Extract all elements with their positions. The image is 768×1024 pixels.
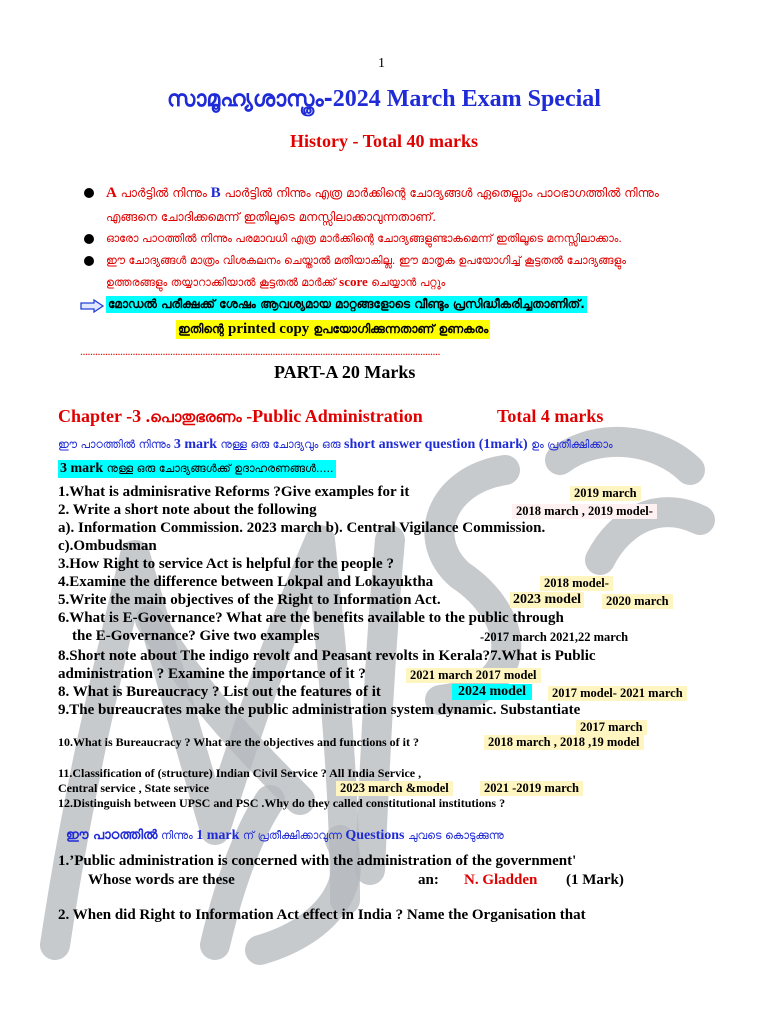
question-9: 9.The bureaucrates make the public administration system dynamic. Substantiate [58,702,581,718]
question-3: 3.How Right to service Act is helpful for the people ? [58,556,394,572]
question-11: 11.Classification of (structure) Indian Civil Service ? All India Service , [58,766,422,780]
answer-prefix: an: [418,872,439,888]
chapter-total [497,406,603,427]
year-tag: 2018 march , 2018 ,19 model [484,735,644,750]
bullet-dot [84,188,94,198]
question-6: 6.What is E-Governance? What are the benefits available to the public through [58,610,564,626]
question-12: 12.Distinguish between UPSC and PSC .Why do they called constitutional institutions ? [58,796,506,810]
page-number: 1 [378,56,385,71]
year-tag: 2023 model [510,592,584,608]
notice-line-2: ഇതിന്റെ printed copy ഉപയോഗിക്കുന്നതാണ് ഉണകരം [178,321,489,337]
year-tag: 2018 march , 2019 model- [512,504,657,519]
year-tag: 2020 march [602,594,673,609]
bullet-1-line-2: എങ്ങനെ ചോദിക്കമെന്ന് ഇതിലൂടെ മനസ്സിലാക്കാവുന്നതാണ്. [106,210,437,224]
bullet-3-line-1: ഈ ചോദ്യങ്ങൾ മാത്രം വിശകലനം ചെയ്താൽ മതിയാകില്ല. ഈ മാതൃക ഉപയോഗിച്ച് കൂട്ടതൽ ചോദ്യങ്ങളും [106,254,626,267]
year-tag: 2021 march 2017 model [406,668,541,683]
question-8: 8. What is Bureaucracy ? List out the features of it [58,684,381,700]
chapter-total-text: Total 4 marks [497,406,604,426]
year-tag: 2017 march [576,720,647,735]
year-tag: 2018 model- [540,576,613,591]
bullet-1-line-1: A പാർട്ടിൽ നിന്നും B പാർട്ടിൽ നിന്നും എത്ര മാർക്കിന്റെ ചോദ്യങ്ങൾ ഏതെല്ലാം പാഠഭാഗത്തിൽ നിന്നും [106,185,659,201]
page-title [0,86,768,113]
part-heading: PART-A 20 Marks [274,362,416,382]
title-english: 2024 March Exam Special [332,86,601,112]
chapter-title: Chapter -3 .പൊതുഭരണം -Public Administration [58,406,423,426]
bullet-2: ഓരോ പാഠത്തിൽ നിന്നും പരമാവധി എത്ര മാർക്കിന്റെ ചോദ്യങ്ങളുണ്ടാകമെന്ന് ഇതിലൂടെ മനസ്സിലാക്കാം. [106,232,622,245]
year-tag: 2017 model- 2021 march [548,686,687,701]
question-7-line-2: administration ? Examine the importance of it ? [58,666,366,682]
question-4: 4.Examine the difference between Lokpal and Lokayuktha [58,574,434,590]
question-5: 5.Write the main objectives of the Right to Information Act. [58,592,441,608]
answer-text: N. Gladden [464,872,538,888]
three-mark-label: 3 mark നുള്ള ഒരു ചോദ്യങ്ങൾക്ക് ഉദാഹരണങ്ങൾ..... [60,461,334,476]
question-10: 10.What is Bureaucracy ? What are the objectives and functions of it ? [58,735,419,749]
question-2: 2. Write a short note about the following [58,502,317,518]
year-tag: 2023 march &model [336,781,453,796]
bullet-3-line-2: ഉത്തരങ്ങളും തയ്യാറാക്കിയാൽ കൂട്ടതൽ മാർക്ക് score ചെയ്യാൻ പറ്റും [106,274,446,289]
one-mark-question-1: 1.’Public administration is concerned with the administration of the government' [58,853,577,869]
bullet-dot [84,256,94,266]
one-mark-question-2: 2. When did Right to Information Act effect in India ? Name the Organisation that [58,907,586,923]
question-7: 8.Short note about The indigo revolt and Peasant revolts in Kerala?7.What is Public [58,648,596,664]
question-11-line-2: Central service , State service [58,781,209,795]
question-1: 1.What is adminisrative Reforms ?Give examples for it [58,484,410,500]
notice-line-1: മോഡൽ പരീക്ഷക്ക് ശേഷം ആവശ്യമായ മാറ്റങ്ങളോടെ വീണ്ടും പ്രസിദ്ധീകരിച്ചതാണിത്. [108,297,585,311]
dotted-divider: ................................................................................................................................................ [80,344,440,358]
arrow-right-icon [80,299,104,313]
year-tag: -2017 march 2021,22 march [480,630,629,644]
question-2-line-2: a). Information Commission. 2023 march b). Central Vigilance Commission. [58,520,546,536]
subtitle: History - Total 40 marks [289,131,478,151]
question-2-line-3: c).Ombudsman [58,538,157,554]
year-tag-highlight: 2024 model [452,684,532,700]
title-malayalam: സാമൂഹ്യശാസ്ത്രം- [167,87,333,112]
bullet-dot [84,234,94,244]
year-tag: 2021 -2019 march [480,781,583,796]
one-mark-heading: ഈ പാഠത്തിൽ നിന്നും 1 mark ന് പ്രതീക്ഷിക്കാവുന്ന Questions ചുവടെ കൊടുക്കുന്നു [66,828,504,843]
mark-label: (1 Mark) [566,872,624,888]
question-6-line-2: the E-Governance? Give two examples [72,628,320,644]
one-mark-question-1-line-2: Whose words are these [88,872,235,888]
intro-line: ഈ പാഠത്തിൽ നിന്നും 3 mark നുള്ള ഒരു ചോദ്യവും ഒരു short answer question (1mark) ഉം പ്രതീക്ഷിക്കാം [58,437,613,452]
year-tag: 2019 march [570,486,641,501]
